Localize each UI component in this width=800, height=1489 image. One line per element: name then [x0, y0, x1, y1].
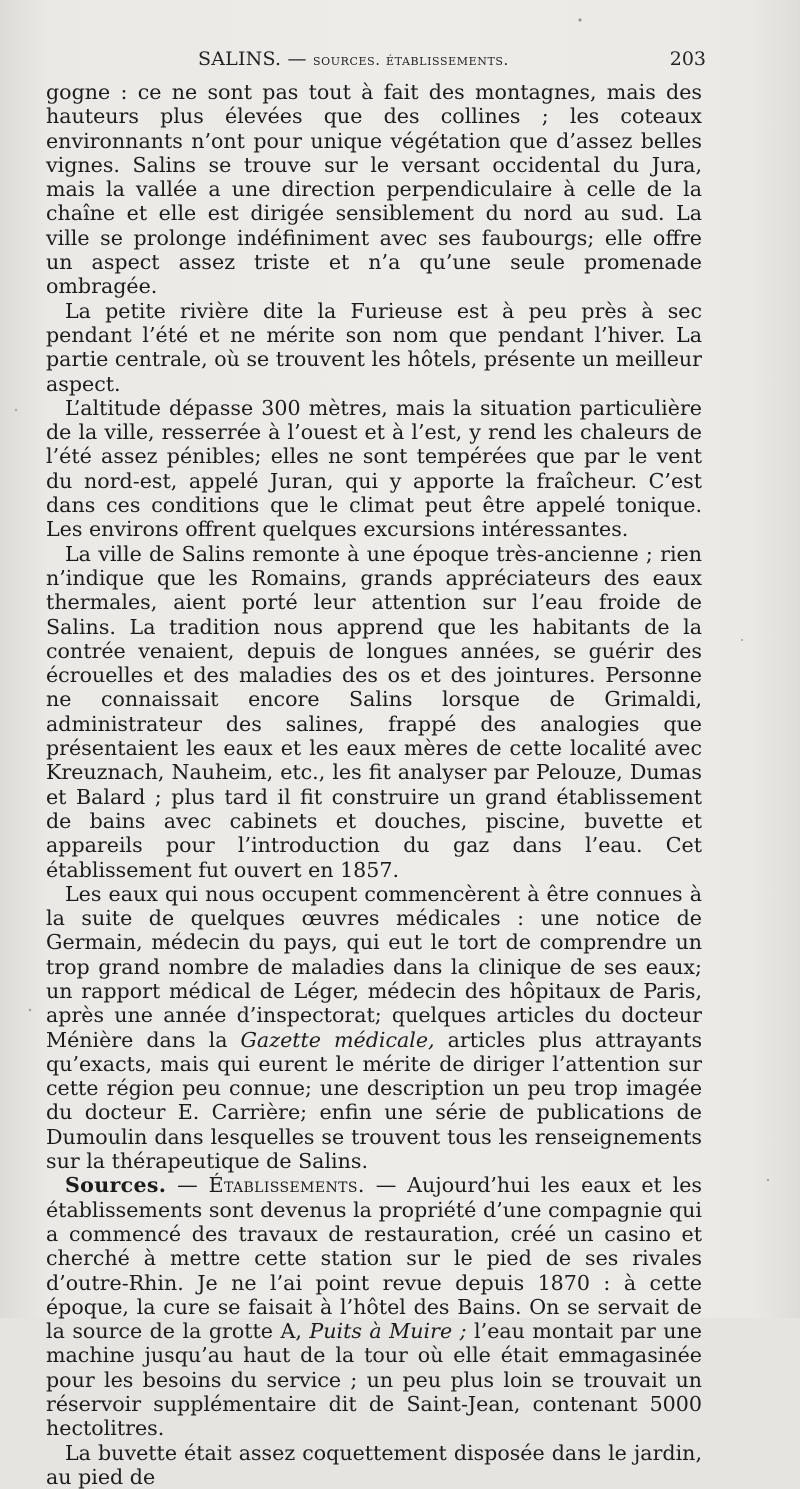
running-head: [198, 46, 706, 72]
paragraph-1: gogne : ce ne sont pas tout à fait des montagnes, mais des hauteurs plus élevées que des collines ; les coteaux environnants n’ont pour unique végétation que d’assez belles vignes. Salins se trouve sur le versant occidental du Jura, mais la vallée a une direction perpendiculaire à celle de la chaîne et elle est dirigée sensiblement du nord au sud. La ville se prolonge indéfiniment avec ses faubourgs; elle offre un aspect assez triste et n’a qu’une seule promenade ombragée.: [46, 80, 702, 299]
body-text: [46, 80, 702, 1489]
paragraph-6-text-b: l’eau montait par une machine jusqu’au haut de la tour où elle était emmagasinée pour les besoins du service ; un peu plus loin se trouvait un réservoir supplémentaire dit de Saint-Jean, contenant 5000 hectolitres.: [46, 1319, 702, 1441]
running-head-main: SALINS. —: [198, 48, 307, 70]
running-head-title: [198, 46, 509, 73]
paragraph-5: [46, 882, 702, 1174]
journal-title: Gazette médicale,: [240, 1027, 435, 1052]
page-number: 203: [669, 48, 706, 70]
paragraph-7: La buvette était assez coquettement disposée dans le jardin, au pied de: [46, 1440, 702, 1489]
section-subheading-etablissements: Établissements.: [208, 1173, 365, 1198]
paragraph-3: L’altitude dépasse 300 mètres, mais la situation particulière de la ville, resserrée à l’ouest et à l’est, y rend les chaleurs de l’été assez pénibles; elles ne sont tempérées que par le vent du nord-est, appelé Juran, qui y apporte la fraîcheur. C’est dans ces conditions que le climat peut être appelé tonique. Les environs offrent quelques excursions intéressantes.: [46, 395, 702, 542]
running-head-subtitle: sources. établissements.: [312, 51, 509, 69]
paragraph-4: La ville de Salins remonte à une époque très-ancienne ; rien n’indique que les Romains, grands appréciateurs des eaux thermales, aient porté leur attention sur l’eau froide de Salins. La tradition nous apprend que les habitants de la contrée venaient, depuis de longues années, se guérir des écrouelles et des maladies des os et des jointures. Personne ne connaissait encore Salins lorsque de Grimaldi, administrateur des salines, frappé des analogies que présentaient les eaux et les eaux mères de cette localité avec Kreuznach, Nauheim, etc., les fit analyser par Pelouze, Dumas et Balard ; plus tard il fit construire un grand établissement de bains avec cabinets et douches, piscine, buvette et appareils pour l’introduction du gaz dans l’eau. Cet établissement fut ouvert en 1857.: [46, 541, 702, 882]
section-heading-dash: —: [166, 1173, 209, 1198]
paragraph-6: [46, 1173, 702, 1440]
paragraph-2: La petite rivière dite la Furieuse est à peu près à sec pendant l’été et ne mérite son nom que pendant l’hiver. La partie centrale, où se trouvent les hôtels, présente un meilleur aspect.: [46, 298, 702, 396]
paragraph-5-text-b: articles plus attrayants qu’exacts, mais qui eurent le mérite de diriger l’attention sur cette région peu connue; une description un peu trop imagée du docteur E. Carrière; enfin une série de publications de Dumoulin dans lesquelles se trouvent tous les renseignements sur la thérapeutique de Salins.: [46, 1027, 703, 1174]
paragraph-6-text-a: — Aujourd’hui les eaux et les établissements sont devenus la propriété d’une compagnie qui a commencé des travaux de restauration, créé un casino et cherché à mettre cette station sur le pied de ses rivales d’outre-Rhin. Je ne l’ai point revue depuis 1870 : à cette époque, la cure se faisait à l’hôtel des Bains. On se servait de la source de la grotte A,: [46, 1173, 702, 1344]
paragraph-5-text-a: Les eaux qui nous occupent commencèrent à être connues à la suite de quelques œuvres médicales : une notice de Germain, médecin du pays, qui eut le tort de comprendre un trop grand nombre de maladies dans la clinique de ses eaux; un rapport médical de Léger, médecin des hôpitaux de Paris, après une année d’inspectorat; quelques articles du docteur Ménière dans la: [46, 881, 702, 1052]
section-heading-sources: Sources.: [65, 1173, 167, 1198]
source-name: Puits à Muire ;: [309, 1319, 467, 1344]
